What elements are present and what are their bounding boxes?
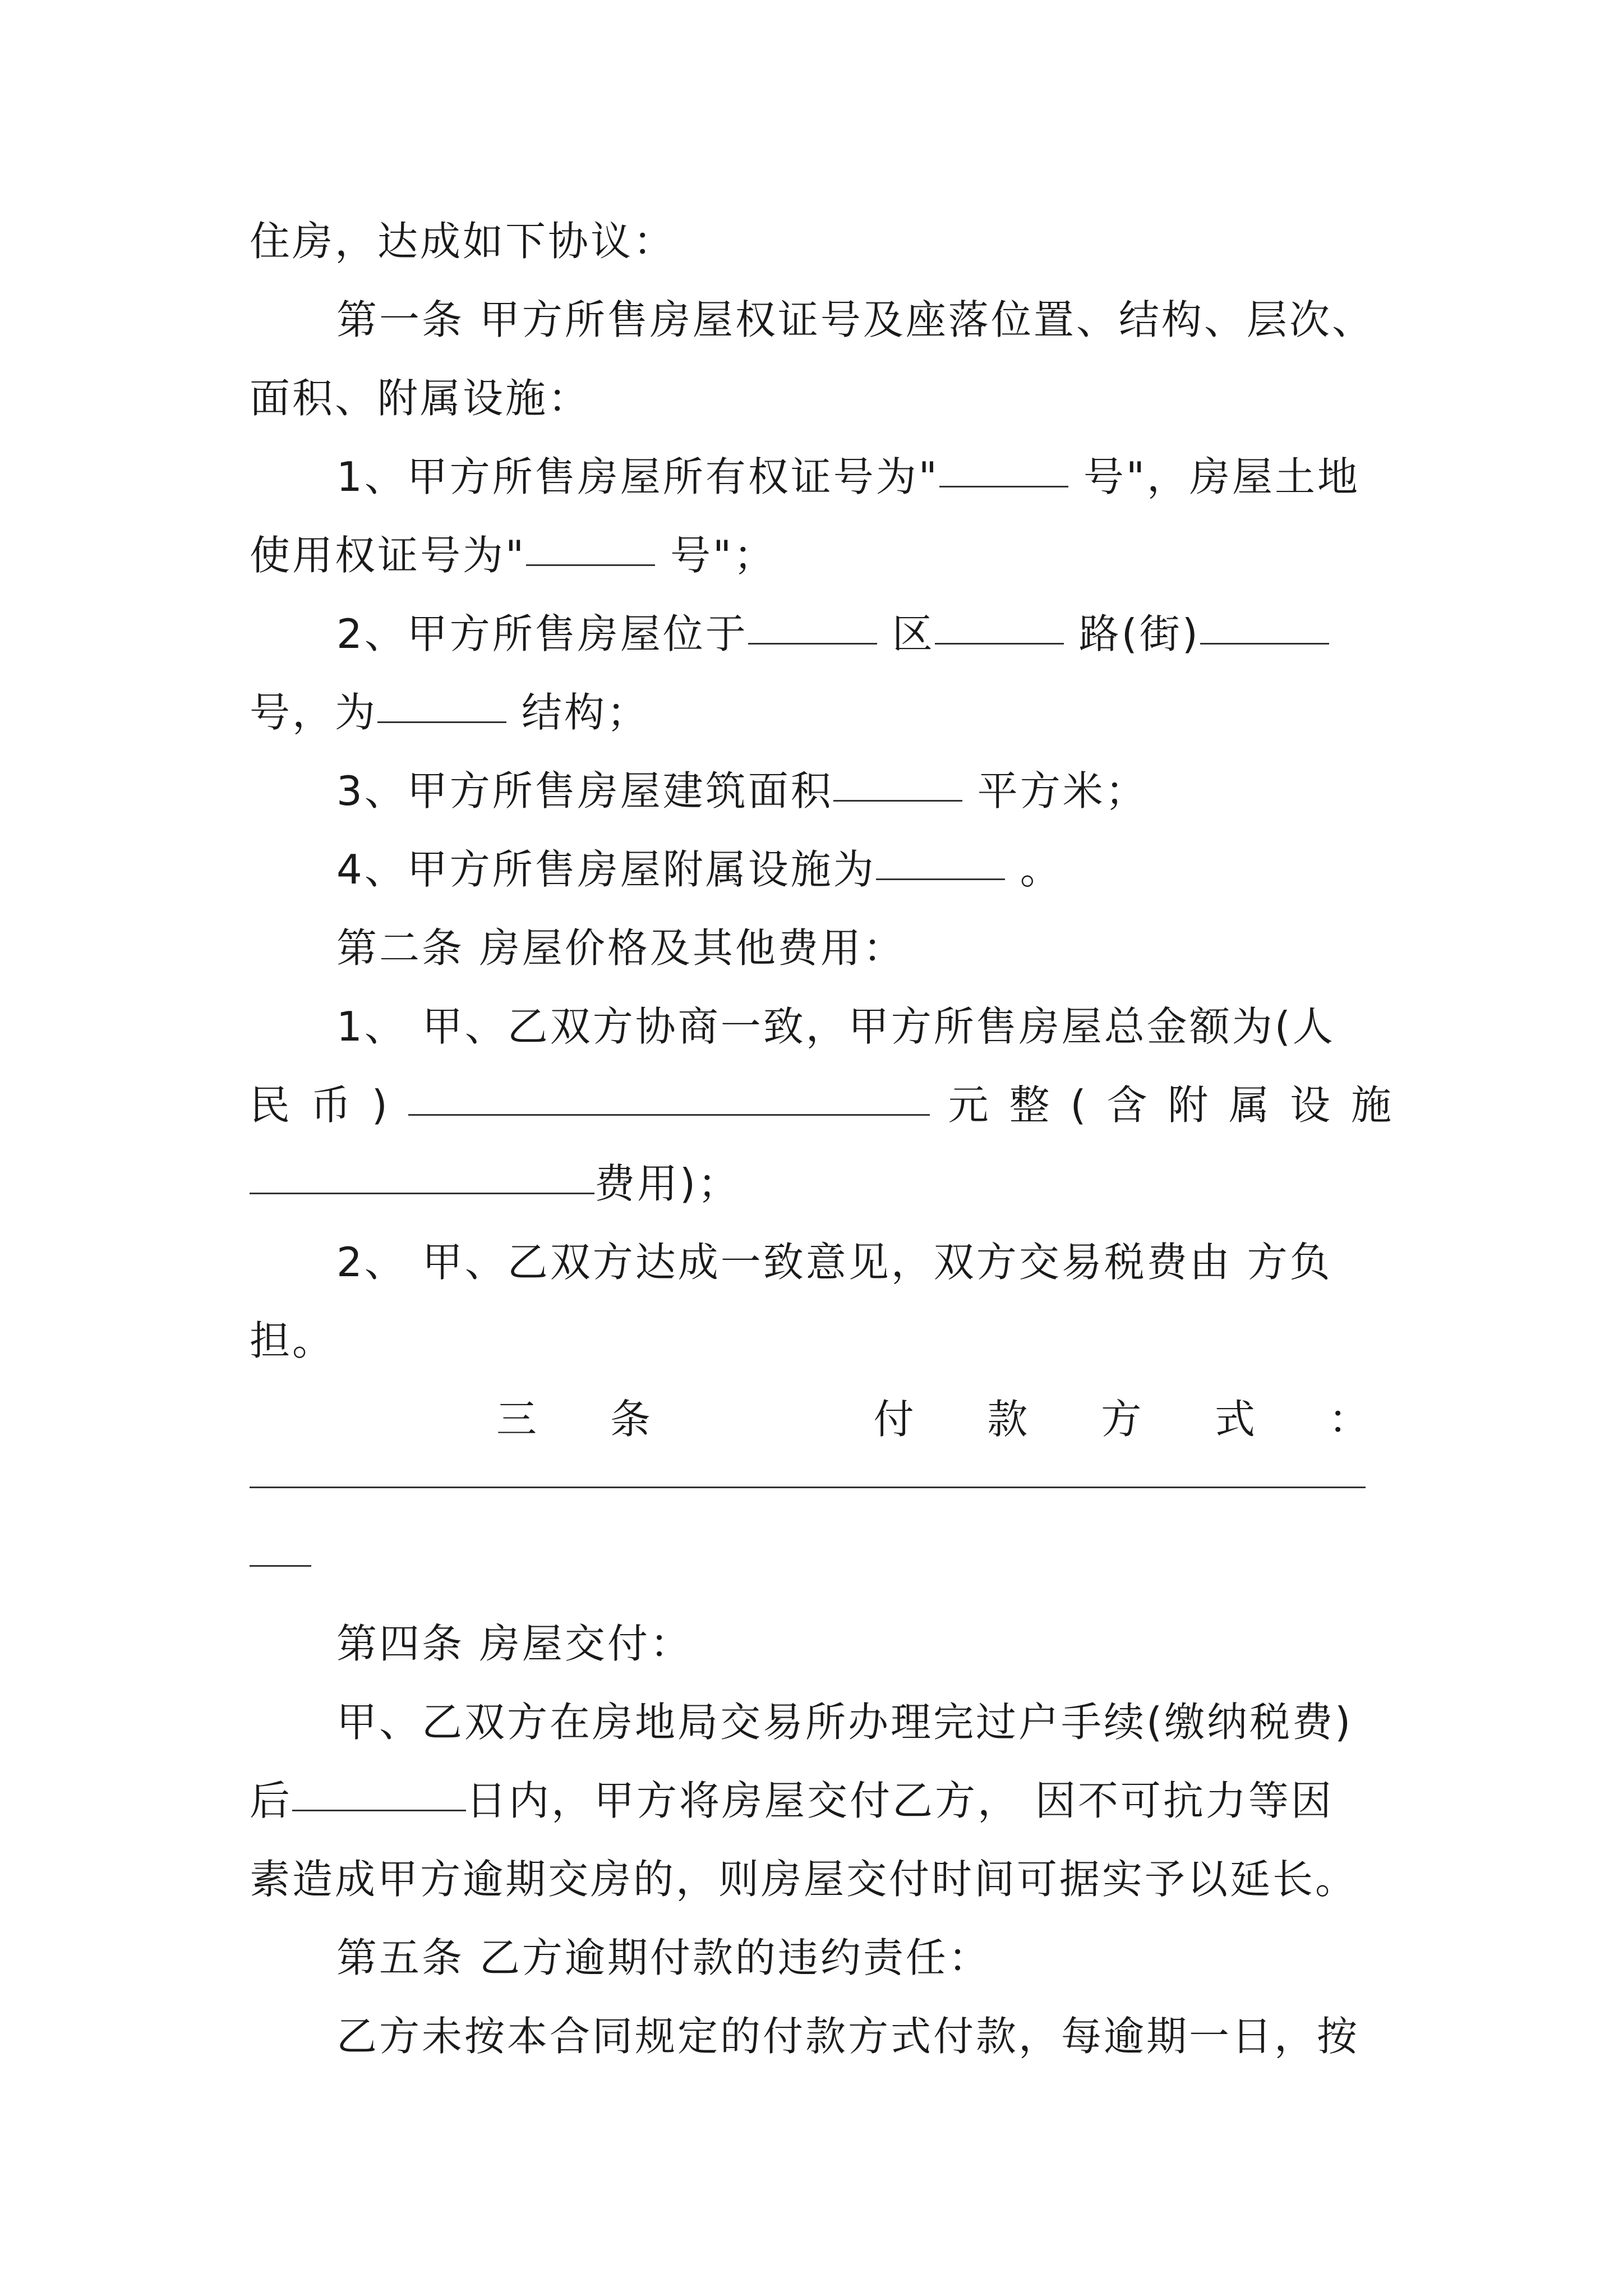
- blank-field: [377, 684, 506, 723]
- article2-item2: 2、 甲、乙双方达成一致意见，双方交易税费由 方负: [336, 1239, 1332, 1286]
- blank-field: [876, 841, 1005, 880]
- article1-item2-cont: 号，为 结构；: [250, 684, 1394, 740]
- article5-p1: 乙方未按本合同规定的付款方式付款，每逾期一日，按: [336, 2013, 1360, 2060]
- article5-title: 第五条 乙方逾期付款的违约责任：: [336, 1934, 991, 1981]
- article1-title: 第一条 甲方所售房屋权证号及座落位置、结构、层次、: [336, 296, 1375, 343]
- article2-item1-cont: 民 币 ) 元 整 ( 含 附 属 设 施: [250, 1077, 1394, 1133]
- article1-item4: 4、甲方所售房屋附属设施为 。: [336, 841, 1394, 898]
- blank-field: [833, 763, 962, 802]
- article2-item2-cont: 担。: [250, 1317, 335, 1364]
- article1-item3: 3、甲方所售房屋建筑面积 平方米；: [336, 763, 1394, 819]
- amount-blank-field: [408, 1077, 930, 1116]
- article1-item2: 2、甲方所售房屋位于 区 路(街): [336, 606, 1394, 662]
- blank-field: [1200, 606, 1329, 645]
- article2-title: 第二条 房屋价格及其他费用：: [336, 924, 906, 972]
- article1-item1-cont: 使用权证号为" 号"；: [250, 527, 1394, 583]
- blank-field: [748, 606, 877, 645]
- intro-line: 住房，达成如下协议：: [250, 218, 676, 265]
- payment-method-blank-line-cont: [250, 1565, 311, 1567]
- article2-item1-cont2: 费用)；: [250, 1156, 1394, 1212]
- article4-p2: 后 日内，甲方将房屋交付乙方， 因不可抗力等因: [250, 1773, 1394, 1829]
- article3-title: 三 条 付 款 方 式 ：: [496, 1396, 1371, 1443]
- blank-field: [935, 606, 1064, 645]
- article1-title-cont: 面积、附属设施：: [250, 375, 591, 422]
- blank-field: [292, 1773, 466, 1811]
- article2-item1: 1、 甲、乙双方协商一致，甲方所售房屋总金额为(人: [336, 1003, 1335, 1050]
- payment-method-blank-line: [250, 1487, 1366, 1488]
- blank-field: [939, 449, 1068, 487]
- blank-field: [526, 527, 655, 566]
- article4-p1: 甲、乙双方在房地局交易所办理完过户手续(缴纳税费): [336, 1699, 1353, 1746]
- article1-item1: 1、甲方所售房屋所有权证号为" 号"，房屋土地: [336, 449, 1394, 505]
- facility-fee-blank-field: [250, 1156, 594, 1194]
- article4-title: 第四条 房屋交付：: [336, 1620, 693, 1667]
- article4-p3: 素造成甲方逾期交房的，则房屋交付时间可据实予以延长。: [250, 1856, 1358, 1903]
